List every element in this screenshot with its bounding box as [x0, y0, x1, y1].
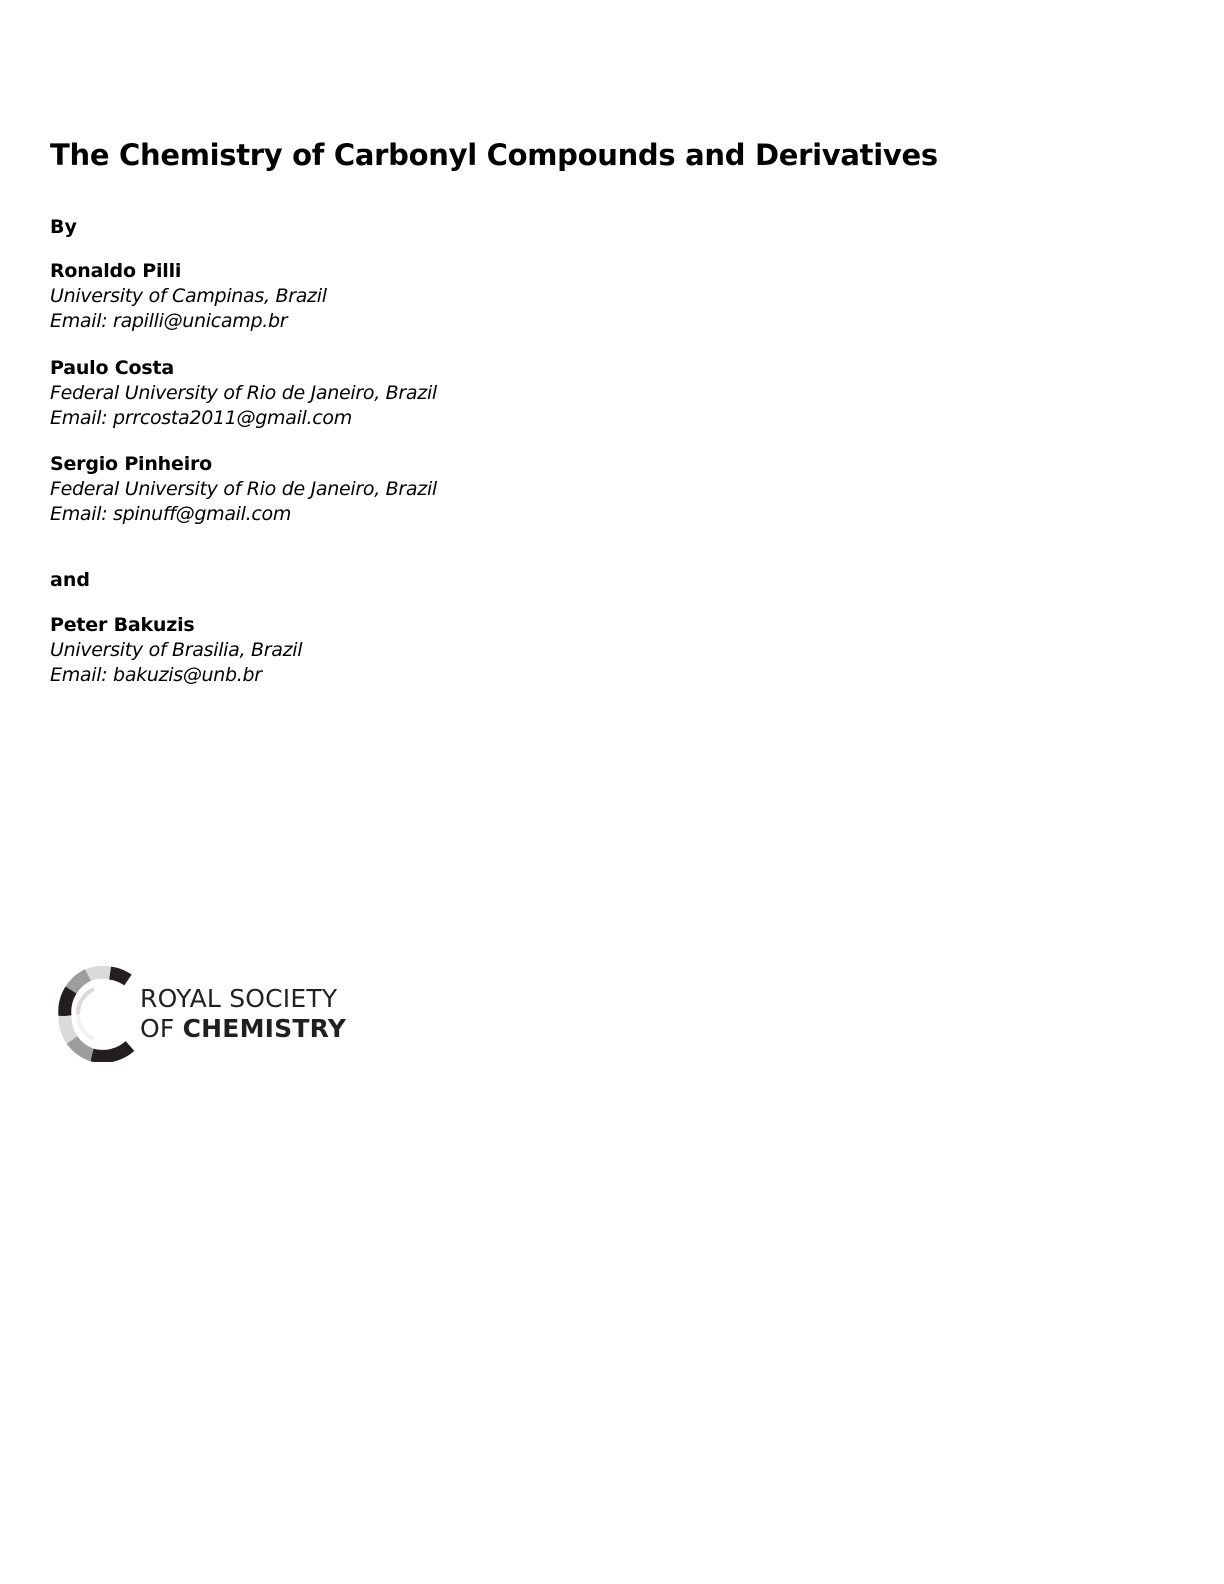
author-block [50, 613, 302, 688]
logo-chemistry: CHEMISTRY [182, 1014, 346, 1043]
and-label: and [50, 569, 90, 591]
author-email: Email: spinuff@gmail.com [50, 503, 292, 525]
ring-segment [88, 972, 110, 975]
author-name: Paulo Costa [50, 357, 174, 379]
ring-segment [71, 975, 88, 990]
ring-inner-shade [78, 1014, 94, 1039]
logo-line-1: ROYAL SOCIETY [140, 984, 338, 1013]
ring-segment [72, 1040, 92, 1055]
author-name: Ronaldo Pilli [50, 260, 182, 282]
author-block [50, 356, 437, 431]
author-affiliation: Federal University of Rio de Janeiro, Brazil [50, 382, 437, 404]
by-label: By [50, 216, 77, 238]
author-name: Sergio Pinheiro [50, 453, 213, 475]
author-affiliation: Federal University of Rio de Janeiro, Brazil [50, 478, 437, 500]
rsc-ring-icon [58, 966, 142, 1062]
ring-segment [65, 990, 71, 1016]
author-email: Email: bakuzis@unb.br [50, 664, 262, 686]
author-block [50, 259, 327, 334]
author-email: Email: prrcosta2011@gmail.com [50, 407, 352, 429]
ring-segment [110, 973, 128, 980]
logo-wordmark [140, 984, 346, 1044]
logo-of: OF [140, 1014, 175, 1043]
author-affiliation: University of Brasilia, Brazil [50, 639, 303, 661]
ring-inner-shade [78, 989, 94, 1014]
author-email: Email: rapilli@unicamp.br [50, 310, 288, 332]
book-title: The Chemistry of Carbonyl Compounds and Derivatives [50, 138, 938, 172]
author-block [50, 452, 437, 527]
royal-society-of-chemistry-logo [58, 966, 398, 1062]
author-affiliation: University of Campinas, Brazil [50, 285, 327, 307]
logo-line-2 [140, 1014, 346, 1044]
author-name: Peter Bakuzis [50, 614, 195, 636]
ring-segment [65, 1016, 72, 1040]
ring-segment [92, 1046, 130, 1056]
